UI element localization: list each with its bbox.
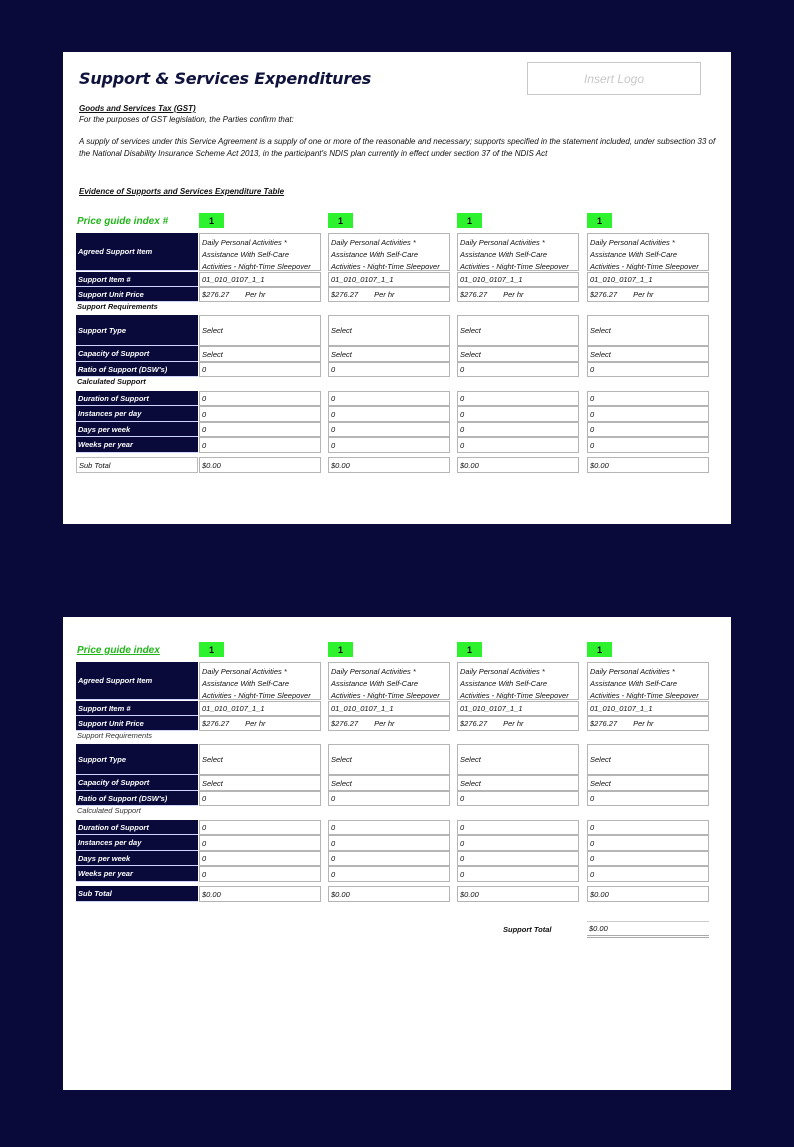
cell-itemno-col1: 01_010_0107_1_1 [199, 701, 321, 716]
cell-itemno-col1: 01_010_0107_1_1 [199, 272, 321, 287]
cell-capacity-col4[interactable]: Select [587, 775, 709, 791]
row-label-duration: Duration of Support [76, 391, 198, 406]
cell-price-col1 [199, 716, 321, 731]
cell-days-col2[interactable]: 0 [328, 851, 450, 866]
cell-type-col1[interactable]: Select [199, 744, 321, 775]
cell-subtotal-col3: $0.00 [457, 886, 579, 902]
price-guide-index-label: Price guide index [77, 645, 160, 656]
unit-price-per: Per hr [633, 290, 654, 299]
unit-price-value: $276.27 [202, 719, 230, 728]
price-guide-index-label: Price guide index # [77, 216, 169, 227]
support-total-value: $0.00 [587, 921, 709, 938]
cell-days-col4[interactable]: 0 [587, 851, 709, 866]
evidence-heading: Evidence of Supports and Services Expenditure Table [79, 187, 285, 196]
cell-weeks-col1[interactable]: 0 [199, 437, 321, 453]
cell-weeks-col3[interactable]: 0 [457, 437, 579, 453]
section-label-calc: Calculated Support [77, 806, 141, 815]
cell-itemno-col2: 01_010_0107_1_1 [328, 272, 450, 287]
cell-instances-col2[interactable]: 0 [328, 835, 450, 851]
cell-item-col3: Daily Personal Activities * Assistance With Self-Care Activities - Night-Time Sleepover [457, 233, 579, 271]
cell-item-col1: Daily Personal Activities * Assistance With Self-Care Activities - Night-Time Sleepover [199, 233, 321, 271]
page-1 [63, 52, 731, 524]
cell-subtotal-col1: $0.00 [199, 886, 321, 902]
cell-days-col1[interactable]: 0 [199, 422, 321, 437]
cell-capacity-col1[interactable]: Select [199, 346, 321, 362]
unit-price-value: $276.27 [590, 290, 618, 299]
cell-ratio-col3[interactable]: 0 [457, 791, 579, 806]
cell-ratio-col2[interactable]: 0 [328, 791, 450, 806]
cell-item-col3: Daily Personal Activities * Assistance With Self-Care Activities - Night-Time Sleepover [457, 662, 579, 700]
gst-intro: For the purposes of GST legislation, the Parties confirm that: [79, 115, 294, 124]
cell-ratio-col3[interactable]: 0 [457, 362, 579, 377]
cell-item-col4: Daily Personal Activities * Assistance With Self-Care Activities - Night-Time Sleepover [587, 662, 709, 700]
cell-subtotal-col2: $0.00 [328, 457, 450, 473]
cell-weeks-col4[interactable]: 0 [587, 866, 709, 882]
price-guide-index-value: 1 [587, 213, 612, 228]
section-label-calc: Calculated Support [77, 377, 146, 386]
cell-price-col2 [328, 716, 450, 731]
cell-item-col2: Daily Personal Activities * Assistance With Self-Care Activities - Night-Time Sleepover [328, 662, 450, 700]
cell-instances-col3[interactable]: 0 [457, 835, 579, 851]
cell-type-col1[interactable]: Select [199, 315, 321, 346]
cell-instances-col4[interactable]: 0 [587, 835, 709, 851]
section-label-req: Support Requirements [77, 302, 158, 311]
row-label-capacity: Capacity of Support [76, 346, 198, 362]
cell-days-col3[interactable]: 0 [457, 422, 579, 437]
cell-days-col2[interactable]: 0 [328, 422, 450, 437]
cell-instances-col1[interactable]: 0 [199, 835, 321, 851]
cell-subtotal-col3: $0.00 [457, 457, 579, 473]
cell-type-col4[interactable]: Select [587, 315, 709, 346]
cell-capacity-col2[interactable]: Select [328, 346, 450, 362]
row-label-duration: Duration of Support [76, 820, 198, 835]
cell-days-col1[interactable]: 0 [199, 851, 321, 866]
row-label-item: Agreed Support Item [76, 233, 198, 271]
cell-ratio-col2[interactable]: 0 [328, 362, 450, 377]
unit-price-value: $276.27 [331, 719, 359, 728]
price-guide-index-value: 1 [199, 213, 224, 228]
row-label-item: Agreed Support Item [76, 662, 198, 700]
cell-duration-col4[interactable]: 0 [587, 820, 709, 835]
row-label-subtotal: Sub Total [76, 457, 198, 473]
cell-price-col2 [328, 287, 450, 302]
price-guide-index-value: 1 [457, 642, 482, 657]
cell-itemno-col3: 01_010_0107_1_1 [457, 701, 579, 716]
cell-weeks-col1[interactable]: 0 [199, 866, 321, 882]
unit-price-per: Per hr [503, 719, 524, 728]
cell-item-col1: Daily Personal Activities * Assistance With Self-Care Activities - Night-Time Sleepover [199, 662, 321, 700]
cell-duration-col3[interactable]: 0 [457, 820, 579, 835]
unit-price-value: $276.27 [460, 290, 488, 299]
unit-price-value: $276.27 [460, 719, 488, 728]
cell-instances-col3[interactable]: 0 [457, 406, 579, 422]
cell-weeks-col2[interactable]: 0 [328, 437, 450, 453]
cell-instances-col1[interactable]: 0 [199, 406, 321, 422]
cell-type-col2[interactable]: Select [328, 315, 450, 346]
row-label-price: Support Unit Price [76, 716, 198, 731]
unit-price-value: $276.27 [590, 719, 618, 728]
cell-ratio-col1[interactable]: 0 [199, 791, 321, 806]
unit-price-per: Per hr [503, 290, 524, 299]
page-title: Support & Services Expenditures [79, 69, 372, 88]
cell-duration-col2[interactable]: 0 [328, 391, 450, 406]
page-2 [63, 617, 731, 1090]
row-label-days: Days per week [76, 422, 198, 437]
cell-ratio-col4[interactable]: 0 [587, 362, 709, 377]
logo-placeholder[interactable]: Insert Logo [527, 62, 701, 95]
row-label-instances: Instances per day [76, 406, 198, 422]
cell-item-col4: Daily Personal Activities * Assistance With Self-Care Activities - Night-Time Sleepover [587, 233, 709, 271]
cell-subtotal-col4: $0.00 [587, 886, 709, 902]
cell-price-col1 [199, 287, 321, 302]
cell-ratio-col4[interactable]: 0 [587, 791, 709, 806]
price-guide-index-value: 1 [328, 642, 353, 657]
row-label-subtotal: Sub Total [76, 886, 198, 902]
cell-price-col3 [457, 287, 579, 302]
unit-price-per: Per hr [374, 719, 395, 728]
cell-instances-col2[interactable]: 0 [328, 406, 450, 422]
unit-price-per: Per hr [633, 719, 654, 728]
row-label-capacity: Capacity of Support [76, 775, 198, 791]
cell-weeks-col3[interactable]: 0 [457, 866, 579, 882]
cell-subtotal-col1: $0.00 [199, 457, 321, 473]
cell-price-col4 [587, 716, 709, 731]
cell-price-col4 [587, 287, 709, 302]
price-guide-index-value: 1 [328, 213, 353, 228]
cell-ratio-col1[interactable]: 0 [199, 362, 321, 377]
unit-price-per: Per hr [245, 719, 266, 728]
gst-heading: Goods and Services Tax (GST) [79, 104, 196, 113]
cell-capacity-col1[interactable]: Select [199, 775, 321, 791]
row-label-weeks: Weeks per year [76, 866, 198, 882]
row-label-type: Support Type [76, 744, 198, 775]
cell-itemno-col3: 01_010_0107_1_1 [457, 272, 579, 287]
unit-price-per: Per hr [245, 290, 266, 299]
cell-capacity-col3[interactable]: Select [457, 346, 579, 362]
cell-duration-col1[interactable]: 0 [199, 820, 321, 835]
row-label-itemno: Support Item # [76, 272, 198, 287]
cell-price-col3 [457, 716, 579, 731]
cell-type-col3[interactable]: Select [457, 315, 579, 346]
unit-price-value: $276.27 [331, 290, 359, 299]
row-label-instances: Instances per day [76, 835, 198, 851]
cell-capacity-col2[interactable]: Select [328, 775, 450, 791]
cell-subtotal-col4: $0.00 [587, 457, 709, 473]
unit-price-per: Per hr [374, 290, 395, 299]
support-total-label: Support Total [503, 925, 552, 934]
cell-duration-col3[interactable]: 0 [457, 391, 579, 406]
cell-item-col2: Daily Personal Activities * Assistance With Self-Care Activities - Night-Time Sleepover [328, 233, 450, 271]
row-label-ratio: Ratio of Support (DSW's) [76, 362, 198, 377]
row-label-ratio: Ratio of Support (DSW's) [76, 791, 198, 806]
cell-duration-col2[interactable]: 0 [328, 820, 450, 835]
row-label-itemno: Support Item # [76, 701, 198, 716]
row-label-days: Days per week [76, 851, 198, 866]
cell-type-col2[interactable]: Select [328, 744, 450, 775]
cell-weeks-col2[interactable]: 0 [328, 866, 450, 882]
cell-weeks-col4[interactable]: 0 [587, 437, 709, 453]
price-guide-index-value: 1 [587, 642, 612, 657]
cell-duration-col1[interactable]: 0 [199, 391, 321, 406]
cell-type-col4[interactable]: Select [587, 744, 709, 775]
section-label-req: Support Requirements [77, 731, 153, 740]
cell-itemno-col4: 01_010_0107_1_1 [587, 701, 709, 716]
cell-instances-col4[interactable]: 0 [587, 406, 709, 422]
cell-capacity-col3[interactable]: Select [457, 775, 579, 791]
cell-capacity-col4[interactable]: Select [587, 346, 709, 362]
cell-duration-col4[interactable]: 0 [587, 391, 709, 406]
price-guide-index-value: 1 [199, 642, 224, 657]
unit-price-value: $276.27 [202, 290, 230, 299]
cell-days-col3[interactable]: 0 [457, 851, 579, 866]
cell-itemno-col4: 01_010_0107_1_1 [587, 272, 709, 287]
cell-type-col3[interactable]: Select [457, 744, 579, 775]
cell-days-col4[interactable]: 0 [587, 422, 709, 437]
cell-itemno-col2: 01_010_0107_1_1 [328, 701, 450, 716]
row-label-price: Support Unit Price [76, 287, 198, 302]
gst-body: A supply of services under this Service Agreement is a supply of one or more of the reasonable and necessary; supports specified in the statement included, under subsection 33 of the National Disability Insurance Scheme Act 2013, in the participant's NDIS plan currently in effect under section 37 of the NDIS Act [79, 137, 716, 158]
price-guide-index-value: 1 [457, 213, 482, 228]
cell-subtotal-col2: $0.00 [328, 886, 450, 902]
row-label-type: Support Type [76, 315, 198, 346]
row-label-weeks: Weeks per year [76, 437, 198, 453]
